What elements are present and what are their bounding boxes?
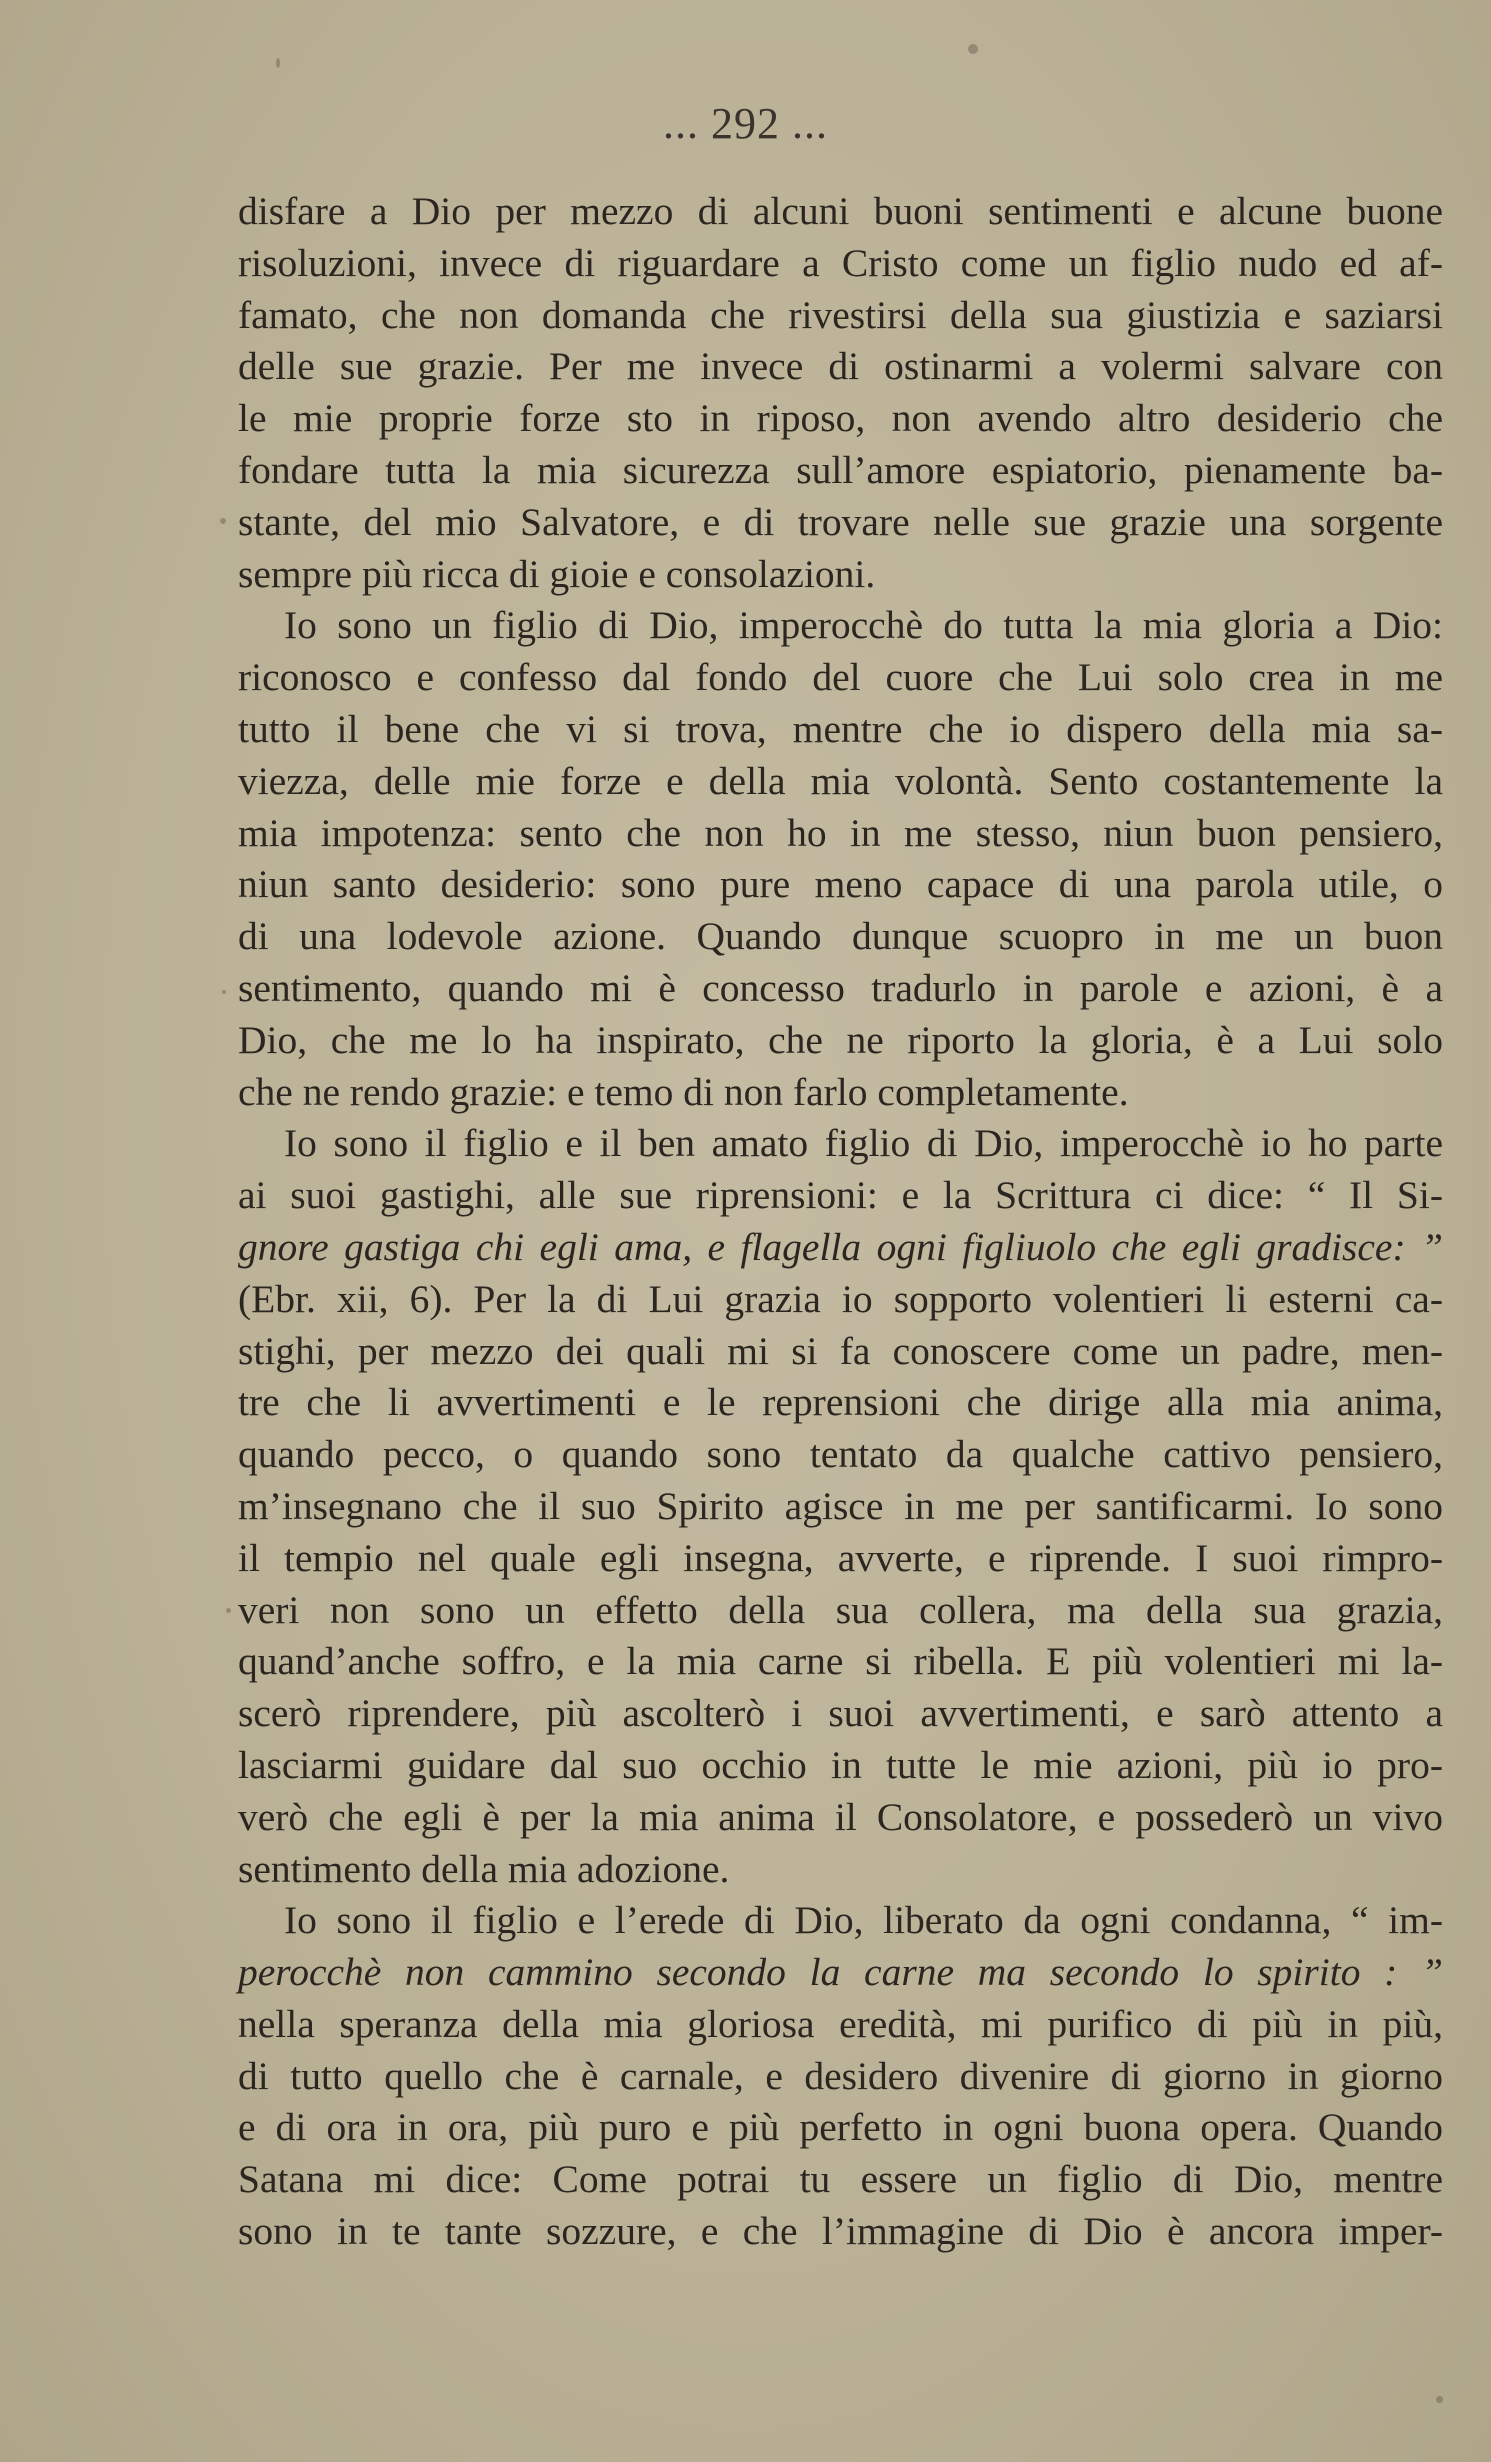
text-line: verò che egli è per la mia anima il Consolatore, e possederò un vivo	[238, 1794, 1443, 1839]
text-line: ai suoi gastighi, alle sue riprensioni: e la Scrittura ci dice: “ Il Si-	[238, 1173, 1443, 1218]
text-line: le mie proprie forze sto in riposo, non avendo altro desiderio che	[238, 396, 1443, 441]
text-line: Io sono un figlio di Dio, imperocchè do tutta la mia gloria a Dio:	[284, 603, 1443, 648]
text-line: sono in te tante sozzure, e che l’immagine di Dio è ancora imper-	[238, 2209, 1443, 2254]
paragraph	[238, 600, 1443, 1118]
paragraph	[238, 1118, 1443, 1895]
text-line: tre che li avvertimenti e le reprensioni che dirige alla mia anima,	[238, 1380, 1443, 1425]
text-line: gnore gastiga chi egli ama, e flagella ogni figliuolo che egli gradisce: ”	[238, 1224, 1443, 1269]
text-line: Io sono il figlio e il ben amato figlio di Dio, imperocchè io ho parte	[284, 1121, 1443, 1166]
text-line: sentimento della mia adozione.	[238, 1846, 730, 1891]
text-line: Dio, che me lo ha inspirato, che ne riporto la gloria, è a Lui solo	[238, 1017, 1443, 1062]
text-line: risoluzioni, invece di riguardare a Cristo come un figlio nudo ed af-	[238, 240, 1443, 285]
text-line: Io sono il figlio e l’erede di Dio, liberato da ogni condanna, “ im-	[284, 1898, 1443, 1943]
text-line: viezza, delle mie forze e della mia volontà. Sento costantemente la	[238, 758, 1443, 803]
scan-speck	[220, 518, 226, 524]
text-line: delle sue grazie. Per me invece di ostinarmi a volermi salvare con	[238, 344, 1443, 389]
text-line: lasciarmi guidare dal suo occhio in tutte le mie azioni, più io pro-	[238, 1742, 1443, 1787]
text-line: nella speranza della mia gloriosa eredità, mi purifico di più in più,	[238, 2001, 1443, 2046]
text-line: disfare a Dio per mezzo di alcuni buoni sentimenti e alcune buone	[238, 189, 1443, 233]
scan-speck	[276, 58, 280, 68]
body-text	[238, 186, 1443, 2258]
text-line: veri non sono un effetto della sua collera, ma della sua grazia,	[238, 1587, 1443, 1632]
text-line: mia impotenza: sento che non ho in me stesso, niun buon pensiero,	[238, 810, 1443, 855]
text-line: e di ora in ora, più puro e più perfetto in ogni buona opera. Quando	[238, 2105, 1443, 2150]
scan-speck	[226, 1608, 231, 1613]
text-line: tutto il bene che vi si trova, mentre che io dispero della mia sa-	[238, 706, 1443, 751]
scan-speck	[968, 44, 978, 54]
page-number: ... 292 ...	[663, 99, 828, 148]
text-line: riconosco e confesso dal fondo del cuore che Lui solo crea in me	[238, 655, 1443, 700]
text-line: fondare tutta la mia sicurezza sull’amore espiatorio, pienamente ba-	[238, 447, 1443, 492]
text-line: quando pecco, o quando sono tentato da qualche cattivo pensiero,	[238, 1432, 1443, 1477]
text-line: famato, che non domanda che rivestirsi della sua giustizia e saziarsi	[238, 292, 1443, 337]
text-line: sempre più ricca di gioie e consolazioni.	[238, 551, 876, 596]
text-line: (Ebr. xii, 6). Per la di Lui grazia io sopporto volentieri li esterni ca-	[238, 1276, 1443, 1321]
text-line: scerò riprendere, più ascolterò i suoi avvertimenti, e sarò attento a	[238, 1691, 1443, 1736]
text-line: che ne rendo grazie: e temo di non farlo completamente.	[238, 1069, 1129, 1114]
text-line: stante, del mio Salvatore, e di trovare nelle sue grazie una sorgente	[238, 499, 1443, 544]
paragraph	[238, 1895, 1443, 2258]
text-line: Satana mi dice: Come potrai tu essere un figlio di Dio, mentre	[238, 2157, 1443, 2202]
text-line: m’insegnano che il suo Spirito agisce in me per santificarmi. Io sono	[238, 1483, 1443, 1528]
paragraph	[238, 186, 1443, 600]
text-line: niun santo desiderio: sono pure meno capace di una parola utile, o	[238, 862, 1443, 907]
text-line: stighi, per mezzo dei quali mi si fa conoscere come un padre, men-	[238, 1328, 1443, 1373]
text-line: perocchè non cammino secondo la carne ma secondo lo spirito : ”	[238, 1950, 1443, 1995]
scan-speck	[1436, 2396, 1443, 2403]
text-line: quand’anche soffro, e la mia carne si ribella. E più volentieri mi la-	[238, 1639, 1443, 1684]
text-line: il tempio nel quale egli insegna, avverte, e riprende. I suoi rimpro-	[238, 1535, 1443, 1580]
text-line: di una lodevole azione. Quando dunque scuopro in me un buon	[238, 914, 1443, 959]
text-line: sentimento, quando mi è concesso tradurlo in parole e azioni, è a	[238, 965, 1443, 1010]
text-line: di tutto quello che è carnale, e desidero divenire di giorno in giorno	[238, 2053, 1443, 2098]
scan-speck	[222, 990, 226, 994]
